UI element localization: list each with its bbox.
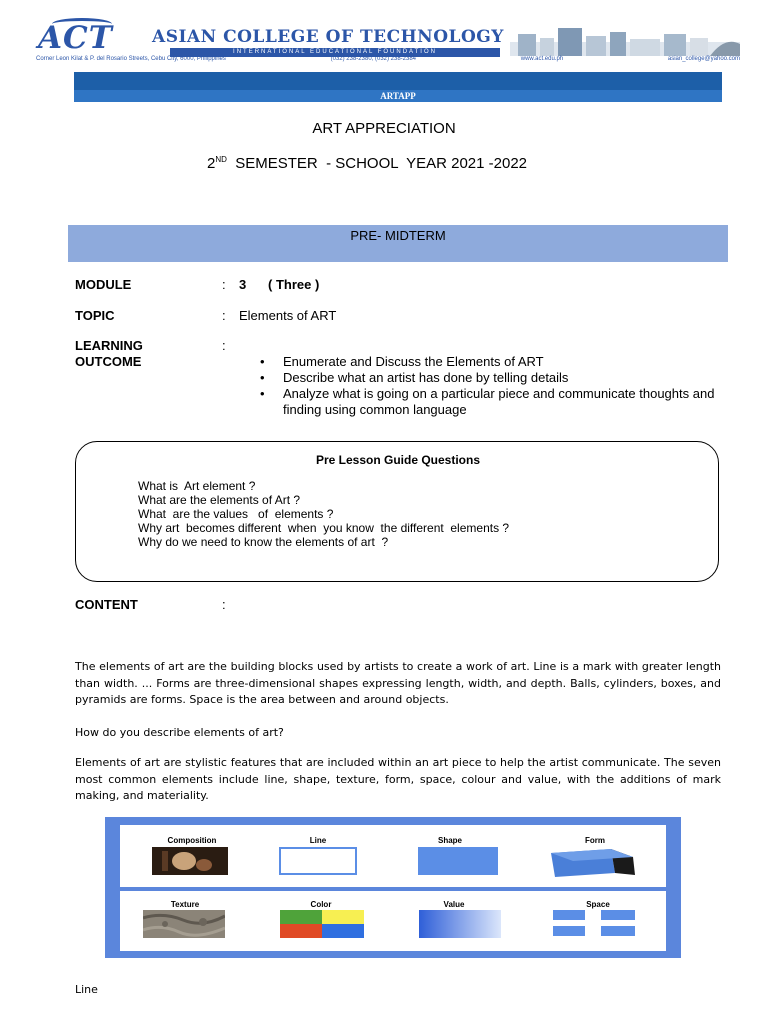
shape-example [418,847,498,875]
list-item: • Describe what an artist has done by telling details [260,370,569,385]
figure-label: Line [309,836,327,845]
guide-title: Pre Lesson Guide Questions [315,453,481,467]
figure-label: Texture [170,900,200,909]
campus-skyline-image [510,24,740,56]
learning-label: LEARNING [75,338,143,353]
figure-label: Form [585,836,605,845]
semester-text: SEMESTER - SCHOOL YEAR 2021 -2022 [226,155,528,172]
color-swatch-green [280,910,322,924]
space-block [553,910,585,920]
figure-label: Composition [167,836,217,845]
space-block [553,926,585,936]
contact-line [36,56,740,62]
letterhead [36,18,740,66]
outcome-label: OUTCOME [75,354,142,369]
bullet-icon: • [260,370,265,385]
list-item: • Enumerate and Discuss the Elements of ART [260,354,544,369]
college-name: ASIAN COLLEGE OF TECHNOLOGY [152,27,504,47]
guide-questions [138,479,509,549]
content-paragraph: The elements of art are the building blocks used by artists to create a work of art. Line is a mark with greater length than width. ... Forms are three-dimensional shapes expressing length, width, and depth. Balls, cylinders, boxes, and pyramids are forms. Space is the area between and around objects. [75,660,721,706]
module-colon: : [222,277,226,292]
space-block [601,910,635,920]
module-number: 3 [239,277,247,292]
content-paragraph: Elements of art are stylistic features that are included within an art piece to help the artist communicate. The seven most common elements include line, shape, texture, form, space, colour and value, with the additions of mark making, and materiality. [75,756,721,802]
header-bar [74,72,722,90]
space-example [553,910,637,938]
bullet-icon: • [260,386,265,401]
address: Corner Leon Kilat & P. del Rosario Streets, Cebu City, 6000, Philippines [36,56,226,62]
figure-label: Value [443,900,465,909]
semester-line [207,155,527,172]
color-example [280,910,364,938]
topic-value: Elements of ART [239,308,337,323]
guide-question: What are the values of elements ? [138,507,334,521]
course-code: ARTAPP [380,91,416,101]
module-word: ( Three ) [268,277,320,292]
module-label: MODULE [75,277,132,292]
phone: (032) 238-2380, (032) 238-2384 [330,56,417,62]
figure-label: Space [586,900,610,909]
college-logo: ACT [38,20,113,56]
guide-question: Why do we need to know the elements of art ? [138,535,389,549]
learning-outcome-list [258,354,718,418]
content-label: CONTENT [75,597,138,612]
bullet-icon: • [260,354,265,369]
outcome-colon: : [222,338,226,353]
color-swatch-blue [322,924,364,938]
topic-colon: : [222,308,226,323]
guide-questions-box [75,441,719,582]
space-block [601,926,635,936]
section-heading-line: Line [75,983,98,996]
guide-question: Why art becomes different when you know the different elements ? [138,521,510,535]
guide-question: What are the elements of Art ? [138,493,301,507]
semester-ordinal: 2 [207,155,216,172]
semester-suffix: ND [215,155,227,164]
term-band: PRE- MIDTERM [68,225,728,262]
texture-example-image [143,910,225,938]
value-gradient-example [419,910,501,938]
email: asian_college@yahoo.com [667,56,740,62]
form-example-image [549,843,637,881]
figure-label: Color [310,900,332,909]
list-item: • Analyze what is going on a particular piece and communicate thoughts and finding using common language [260,386,715,417]
line-example [279,847,357,875]
content-question: How do you describe elements of art? [75,726,284,739]
document-title: ART APPRECIATION [312,120,456,137]
figure-label: Shape [437,836,462,845]
color-swatch-red [280,924,322,938]
website: www.act.edu.ph [520,56,564,62]
composition-painting-image [152,847,228,875]
guide-question: What is Art element ? [138,479,256,493]
elements-of-art-figure [105,817,681,958]
content-colon: : [222,597,226,612]
topic-label: TOPIC [75,308,115,323]
foundation-name: INTERNATIONAL EDUCATIONAL FOUNDATION [170,48,500,57]
color-swatch-yellow [322,910,364,924]
